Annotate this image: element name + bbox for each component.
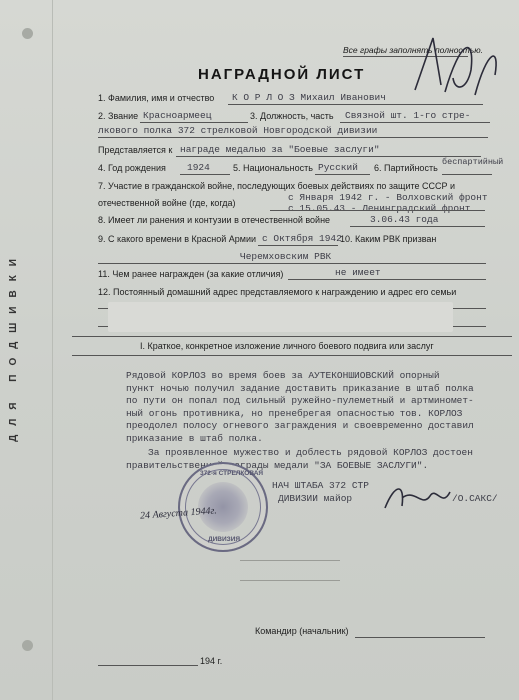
field-3-label: 3. Должность, часть (250, 111, 334, 121)
field-8-value: 3.06.43 года (370, 214, 439, 225)
merit-line: пункт ночью получил задание доставить приказание в штаб полка (126, 382, 474, 394)
field-1-value: К О Р Л О З Михаил Иванович (232, 92, 386, 103)
field-1-label: 1. Фамилия, имя и отчество (98, 93, 215, 103)
section-heading: I. Краткое, конкретное изложение личного боевого подвига или заслуг (140, 341, 434, 351)
seal-text-top: 372-я СТРЕЛКОВАЯ (200, 470, 264, 477)
field-3-continuation: лкового полка 372 стрелковой Новгородской дивизии (98, 125, 378, 136)
field-2-label: 2. Звание (98, 111, 139, 121)
merit-paragraph-1 (126, 370, 474, 445)
field-7-label: 7. Участие в гражданской войне, последующих боевых действиях по защите СССР и (98, 181, 456, 191)
handwritten-date: 24 Августа 1944г. (139, 505, 218, 522)
fill-all-note: Все графы заполнять полностью. (343, 45, 483, 55)
field-5-label: 5. Национальность (233, 163, 313, 173)
merit-line: преодолел полосу огневого заграждения и своевременно доставил (126, 420, 474, 431)
merit-line: За проявленное мужество и доблесть рядовой КОРЛОЗ достоен (148, 447, 473, 458)
field-3-value: Связной шт. 1-го стре- (345, 110, 471, 121)
field-7-value-2: с 15.05.43 - Ленинградский фронт (288, 203, 471, 214)
field-11-value: не имеет (335, 267, 381, 278)
field-8-label: 8. Имеет ли ранения и контузии в отечественной войне (98, 215, 331, 225)
presented-label: Представляется к (98, 145, 173, 155)
punch-hole (22, 28, 33, 39)
commander-label: Командир (начальник) (255, 626, 349, 636)
field-10-label: 10. Каким РВК призван (340, 234, 437, 244)
field-11-label: 11. Чем ранее награжден (за какие отличия) (98, 269, 284, 279)
handwritten-signature (380, 478, 455, 518)
field-9-label: 9. С какого времени в Красной Армии (98, 234, 257, 244)
signer-title-1: НАЧ ШТАБА 372 СТР (272, 480, 369, 491)
merit-line: приказание в штаб полка. (126, 432, 263, 444)
binding-margin (0, 0, 53, 700)
footer-year: 194 г. (200, 656, 223, 666)
field-5-value: Русский (318, 162, 358, 173)
field-4-label: 4. Год рождения (98, 163, 166, 173)
presented-value: награде медалью за "Боевые заслуги" (180, 144, 380, 155)
merit-line: правительственной награды медали "ЗА БОЕВЫЕ ЗАСЛУГИ". (126, 459, 429, 471)
field-7-label-2: отечественной войне (где, когда) (98, 198, 236, 208)
field-6-value: беспартийный (442, 157, 504, 167)
merit-line: Рядовой КОРЛОЗ во время боев за АУТЕКОНШИОВСКИЙ опорный (126, 370, 440, 381)
signer-name: /О.САКС/ (452, 493, 498, 504)
field-4-value: 1924 (187, 162, 210, 173)
field-9-value: с Октября 1942 (262, 233, 342, 244)
handwritten-mark (405, 30, 505, 105)
merit-line: по пути он попал под сильный ружейно-пулеметный и артминомет- (126, 395, 474, 406)
field-2-value: Красноармеец (143, 110, 212, 121)
field-6-label: 6. Партийность (374, 163, 438, 173)
field-10-value: Черемховским РВК (240, 251, 332, 262)
seal-text-bottom: ДИВИЗИЯ (208, 536, 241, 543)
binding-label: ДЛЯ ПОДШИВКИ (8, 250, 19, 442)
field-12-label: 12. Постоянный домашний адрес представляемого к награждению и адрес его семьи (98, 287, 457, 297)
field-7-value-1: с Января 1942 г. - Волховский фронт (288, 192, 488, 203)
merit-line: ный огонь противника, но пренебрегая опасностью тов. КОРЛОЗ (126, 407, 463, 419)
merit-paragraph-2 (126, 447, 473, 472)
redacted-area (108, 302, 453, 332)
page-title: НАГРАДНОЙ ЛИСТ (198, 66, 366, 83)
punch-hole (22, 640, 33, 651)
signer-title-2: ДИВИЗИИ майор (278, 493, 353, 504)
